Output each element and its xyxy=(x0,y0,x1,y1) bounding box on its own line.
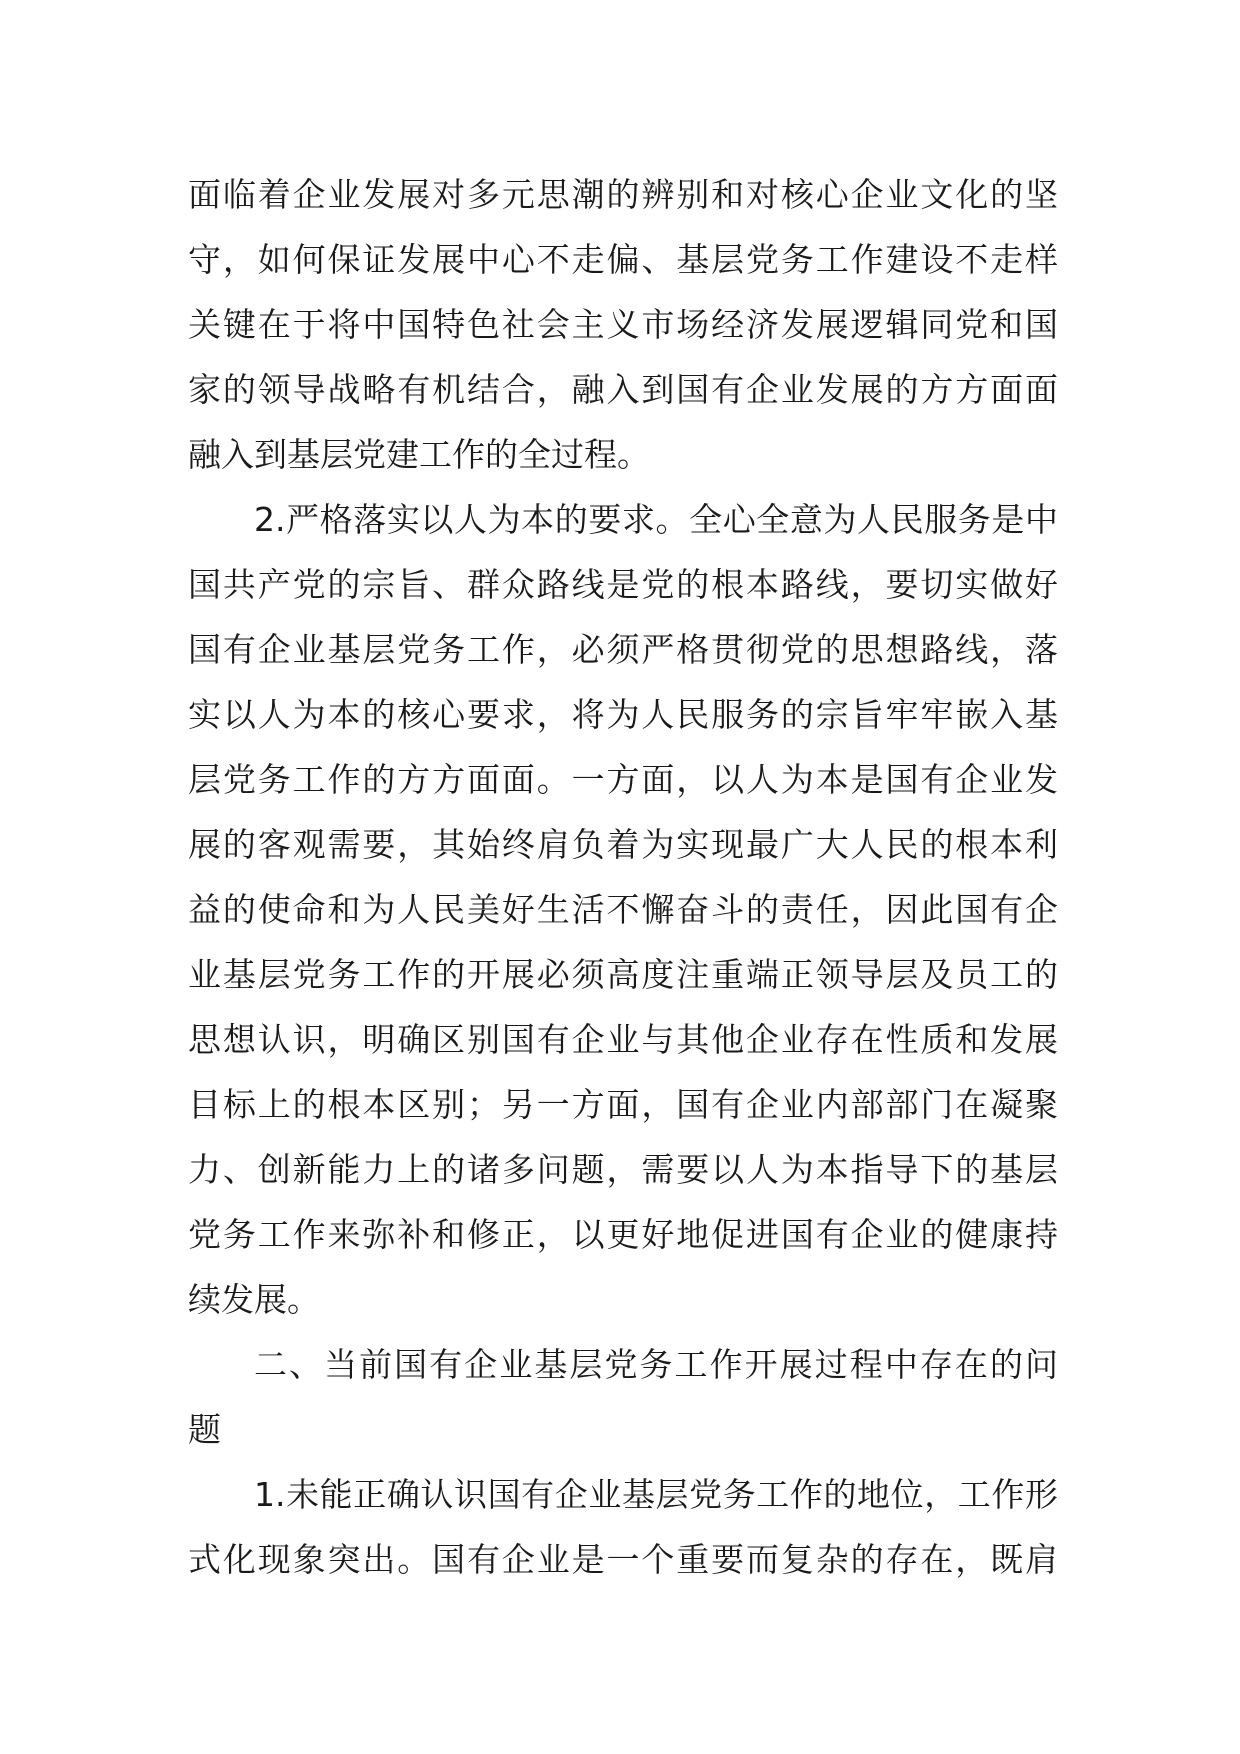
text-line: 目标上的根本区别；另一方面，国有企业内部部门在凝聚 xyxy=(188,1085,1058,1124)
text-line: 融入到基层党建工作的全过程。 xyxy=(188,435,650,474)
text-line: 式化现象突出。国有企业是一个重要而复杂的存在，既肩 xyxy=(188,1540,1058,1579)
paragraph-continuation xyxy=(188,162,1058,487)
section-heading xyxy=(188,1332,1058,1462)
text-line: 守，如何保证发展中心不走偏、基层党务工作建设不走样 xyxy=(188,240,1058,279)
text-line: 层党务工作的方方面面。一方面，以人为本是国有企业发 xyxy=(188,760,1058,799)
text-line: 业基层党务工作的开展必须高度注重端正领导层及员工的 xyxy=(188,955,1058,994)
text-line: 实以人为本的核心要求，将为人民服务的宗旨牢牢嵌入基 xyxy=(188,695,1058,734)
heading-line: 题 xyxy=(188,1410,221,1449)
text-line: 2.严格落实以人为本的要求。全心全意为人民服务是中 xyxy=(254,500,1058,539)
text-line: 益的使命和为人民美好生活不懈奋斗的责任，因此国有企 xyxy=(188,890,1058,929)
text-line: 1.未能正确认识国有企业基层党务工作的地位，工作形 xyxy=(254,1475,1058,1514)
text-line: 面临着企业发展对多元思潮的辨别和对核心企业文化的坚 xyxy=(188,175,1058,214)
text-line: 国共产党的宗旨、群众路线是党的根本路线，要切实做好 xyxy=(188,565,1058,604)
text-line: 力、创新能力上的诸多问题，需要以人为本指导下的基层 xyxy=(188,1150,1058,1189)
text-line: 思想认识，明确区别国有企业与其他企业存在性质和发展 xyxy=(188,1020,1058,1059)
text-line: 党务工作来弥补和修正，以更好地促进国有企业的健康持 xyxy=(188,1215,1058,1254)
heading-line: 二、当前国有企业基层党务工作开展过程中存在的问 xyxy=(254,1345,1058,1384)
text-line: 国有企业基层党务工作，必须严格贯彻党的思想路线，落 xyxy=(188,630,1058,669)
text-line: 续发展。 xyxy=(188,1280,320,1319)
text-line: 家的领导战略有机结合，融入到国有企业发展的方方面面 xyxy=(188,370,1058,409)
paragraph-people-oriented xyxy=(188,487,1058,1332)
text-line: 展的客观需要，其始终肩负着为实现最广大人民的根本利 xyxy=(188,825,1058,864)
paragraph-problem-1 xyxy=(188,1462,1058,1592)
document-body xyxy=(188,162,1058,1592)
text-line: 关键在于将中国特色社会主义市场经济发展逻辑同党和国 xyxy=(188,305,1058,344)
